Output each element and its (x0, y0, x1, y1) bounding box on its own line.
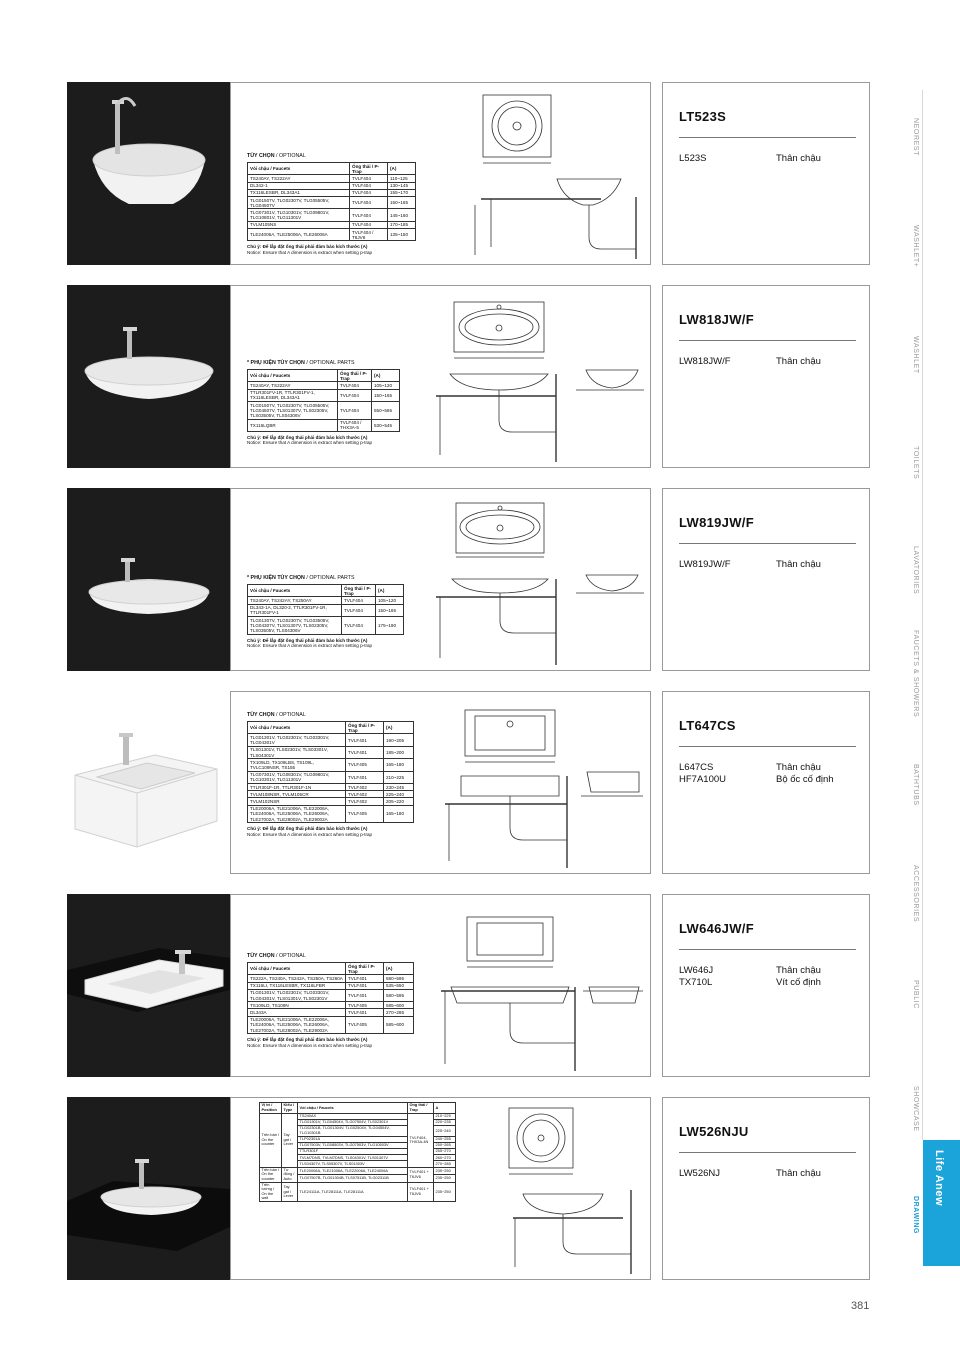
table-row: TLG01301V, TLG02301V, TLG03301V, TLG04301V, TLS01301V, TLS02301V TVLF401 580~595 (248, 989, 414, 1001)
technical-drawing-panel (230, 488, 651, 671)
optional-title: TÙY CHỌN / OPTIONAL (247, 953, 306, 959)
side-nav-bathtubs[interactable]: BATHTUBS (912, 764, 919, 806)
side-nav-showcase[interactable]: SHOWCASE (912, 1086, 919, 1132)
optional-title: * PHỤ KIỆN TÙY CHỌN / OPTIONAL PARTS (247, 360, 355, 366)
table-row: TX116LI, TX116LESBR, TX116LFBR TVLF401 535~550 (248, 982, 414, 989)
optional-table: Vòi chậu / Faucets Ống thải / P-Trap (A) TLG01301V, TLG02301V, TLG03301V, TLG04301V TVLF401 190~205 TLS01301V, TLS02301V, TLS03301V, TLS04301V TVLF401 185~200 TX109LD, TX109LBS, TS109L, TVLC109NSR, TS155 TVLF405 165~180 TLG07301V, TLG08301V, TLG09801V, TLG10301V, TLG11301V TVLF401 210~225 TTLR301F-1R, TTLR301F-1N TVLF402 230~245 TVLM108NSR, TVLM105CR TVLF402 225~240 TVLM102NSR TVLF402 205~220 TLE20006A, TLE21006A, TLE22006A, TLE24006A, TLE25006A, TLE26006A, TLE27002A, TLE28002A, TLE29002A TVLF405 165~180 (247, 721, 414, 823)
table-row: TX116LQBR TVLF404 / THX3A-5 530~545 (248, 419, 400, 431)
table-row: TLE24006A, TLE25006A, TLE26006A TVLF404 / T6JV6 135~150 (248, 229, 416, 241)
optional-table: Vòi chậu / Faucets Ống thải / P-Trap (A) TS222A, TS240A, TS242A, TS250A, TS260A TVLF401 580~595 TX116LI, TX116LESBR, TX116LFBR TVLF401 535~550 TLG01301V, TLG02301V, TLG03301V, TLG04301V, TLS01301V, TLS02301V TVLF401 580~595 TS109LD, TS109N TVLF405 585~600 DL343A TVLF401 270~285 TLE20006A, TLE21006A, TLE22006A, TLE24006A, TLE25006A, TLE26006A, TLE27002A, TLE28002A, TLE29002A TVLF405 585~600 (247, 962, 414, 1034)
table-row: TLG07301V, TLG10301V, TLG09801V, TLG10801V, TLG11301V TVLF404 145~160 (248, 209, 416, 221)
side-nav-drawing[interactable]: DRAWING (912, 1196, 919, 1235)
table-row: TTLR301FV-1R, TTLR301FV-1, TX116LESBR, DL343A1 TVLF404 150~165 (248, 389, 400, 401)
parts-list-item: LW818JW/F Thân chậu (679, 356, 821, 367)
table-row: Trên bàn / On the counter Tự động / Auto TLE20006A, TLE21006A, TLE22006A, TLE24006A TVLF401 + T6JV6 235~250 (260, 1167, 456, 1175)
table-row: TVLM102NSR TVLF402 205~220 (248, 798, 414, 805)
installation-note: Chú ý: Để lắp đặt ống thải phải đảm bảo kích thước (A) Notice: Ensure that A dimension is extract when setting p-trap (247, 637, 373, 649)
optional-faucets-block (247, 953, 414, 1048)
optional-faucets-block (247, 575, 404, 648)
optional-faucets-block (247, 360, 400, 446)
parts-list-item: L523S Thân chậu (679, 153, 821, 164)
parts-list (679, 153, 821, 165)
product-photo (67, 488, 230, 671)
model-divider (679, 340, 856, 341)
parts-list-item: LW646J Thân chậu (679, 965, 821, 976)
model-title: LT523S (679, 109, 727, 124)
side-nav-accessories[interactable]: ACCESSORIES (912, 865, 919, 923)
brand-tab-label: Life Anew (933, 1150, 945, 1207)
product-info-panel (662, 894, 870, 1077)
side-nav-toilets[interactable]: TOILETS (912, 446, 919, 480)
table-row: TVLM7DNS, TVLM7DNS, TLS04301V, TLS01307V 260~270 (260, 1155, 456, 1161)
table-row: TLG01507V, TLG02307V, TLG05505V, TLG04507V TVLF404 150~165 (248, 197, 416, 209)
product-photo (67, 691, 230, 874)
optional-faucets-block (247, 153, 416, 255)
parts-list-item: HF7A100U Bộ ốc cố định (679, 774, 834, 785)
technical-drawing-panel (230, 82, 651, 265)
table-row: TLS01301V, TLS02301V, TLS03301V, TLS04301V TVLF401 185~200 (248, 746, 414, 758)
product-row-lt523s (67, 82, 870, 265)
model-divider (679, 543, 856, 544)
installation-note: Chú ý: Để lắp đặt ống thải phải đảm bảo kích thước (A) Notice: Ensure that A dimension is extract when setting p-trap (247, 1037, 373, 1048)
washbasin-photo-icon (67, 1097, 230, 1280)
side-nav-divider (922, 90, 923, 1140)
installation-note: Chú ý: Để lắp đặt ống thải phải đảm bảo kích thước (A) Notice: Ensure that A dimension is extract when setting p-trap (247, 826, 373, 837)
washbasin-photo-icon (67, 285, 230, 468)
parts-list-item: L647CS Thân chậu (679, 762, 821, 773)
table-row: TLP02301A 240~255 (260, 1136, 456, 1142)
installation-note: Chú ý: Để lắp đặt ống thải phải đảm bảo kích thước (A) Notice: Ensure that A dimension is extract when setting p-trap (247, 244, 373, 255)
table-row: TLS04307V, TLS05307V, TLS01303V 270~285 (260, 1161, 456, 1167)
table-row: Trên bàn / On the counter Tay gạt / Lever TS240AX TVLF404, THX3A-4N 210~225 (260, 1113, 456, 1119)
optional-table: Vòi chậu / Faucets Ống thải / P-Trap (A) TS240AY, TS222AY TVLF404 110~125 DL342-1 TVLF404 130~145 TX116LESBR, DL343A1 TVLF404 155~170 TLG01507V, TLG02307V, TLG05505V, TLG04507V TVLF404 150~165 TLG07301V, TLG10301V, TLG09801V, TLG10801V, TLG11301V TVLF404 145~160 TVLM105NS TVLF404 170~185 TLE24006A, TLE25006A, TLE26006A TVLF404 / T6JV6 135~150 (247, 162, 416, 241)
dimension-drawing (461, 87, 646, 262)
table-row: DL343A TVLF401 270~285 (248, 1009, 414, 1016)
dimension-drawing (431, 696, 646, 871)
product-photo (67, 894, 230, 1077)
dimension-drawing (426, 290, 648, 465)
table-row: DL342-1 TVLF404 130~145 (248, 182, 416, 189)
table-row: TX116LESBR, DL343A1 TVLF404 155~170 (248, 189, 416, 196)
product-row-lw526nju (67, 1097, 870, 1280)
optional-title: * PHỤ KIỆN TÙY CHỌN / OPTIONAL PARTS (247, 575, 355, 581)
optional-faucets-block (259, 1102, 456, 1202)
model-divider (679, 137, 856, 138)
parts-list (679, 762, 834, 786)
product-row-lw818jw (67, 285, 870, 468)
parts-list (679, 1168, 821, 1180)
table-row: TLG02301B, TLG01304V, TLG02504V, TLG04504V, TLG10301B 225~240 (260, 1125, 456, 1136)
side-nav-washlet-plus[interactable]: WASHLET+ (912, 225, 919, 268)
parts-list-item: LW819JW/F Thân chậu (679, 559, 821, 570)
washbasin-photo-icon (67, 488, 230, 671)
parts-list (679, 965, 821, 989)
dimension-drawing (426, 493, 648, 668)
optional-table: Vị trí / Position Kiểu / Type Vòi chậu / Faucets Ống thải / Trap A Trên bàn / On the counter Tay gạt / Lever TS240AX TVLF404, THX3A-4N 210~225 TLG01301V, TLG04504V, TLG07504V, TLS02301V 220~235 TLG02301B, TLG01304V, TLG02504V, TLG04504V, TLG10301B 225~240 TLP02301A 240~255 TLG07503V, TLG08503V, TLG07503V, TLG10503V 250~265 TTLR301F 255~270 TVLM7DNS, TVLM7DNS, TLS04301V, TLS01307V 260~270 TLS04307V, TLS05307V, TLS01303V 270~285 Trên bàn / On the counter Tự động / Auto TLE20006A, TLE21006A, TLE22006A, TLE24006A TVLF401 + T6JV6 235~250 TLG07507B, TLG01304B, TLS07511B, TLG02311B 235~250 Trên tường / On the wall Tay gạt / Lever TLE24111A, TLE28111A, TLE28111A TVLF401 + T6JV6 235~250 (259, 1102, 456, 1202)
model-title: LW646JW/F (679, 921, 754, 936)
parts-list (679, 559, 821, 571)
product-info-panel (662, 488, 870, 671)
side-nav-washlet[interactable]: WASHLET (912, 336, 919, 374)
installation-note: Chú ý: Để lắp đặt ống thải phải đảm bảo kích thước (A) Notice: Ensure that A dimension is extract when setting p-trap (247, 435, 373, 446)
washbasin-photo-icon (67, 82, 230, 265)
page-number: 381 (851, 1300, 870, 1312)
table-row: TS240AY, TS222AY TVLF404 105~120 (248, 382, 400, 389)
table-row: TVLM105NS TVLF404 170~185 (248, 221, 416, 228)
product-row-lw646jw (67, 894, 870, 1077)
model-title: LW526NJU (679, 1124, 749, 1139)
dimension-drawing (493, 1102, 648, 1277)
table-row: TLG01301V, TLG02301V, TLG03301V, TLG04301V TVLF401 190~205 (248, 734, 414, 746)
dimension-drawing (431, 899, 646, 1074)
table-row: TS240AY, TS242AY, TS250AY TVLF404 105~120 (248, 597, 404, 604)
table-row: TLG07507B, TLG01304B, TLS07511B, TLG02311B 235~250 (260, 1175, 456, 1183)
technical-drawing-panel (230, 285, 651, 468)
table-row: TS240AY, TS222AY TVLF404 110~125 (248, 175, 416, 182)
parts-list-item: LW526NJ Thân chậu (679, 1168, 821, 1179)
optional-faucets-block (247, 712, 414, 837)
side-nav-public[interactable]: PUBLIC (912, 980, 919, 1009)
product-info-panel (662, 285, 870, 468)
table-row: TLE20006A, TLE21006A, TLE22006A, TLE24006A, TLE25006A, TLE26006A, TLE27002A, TLE28002A, TLE29002A TVLF405 165~180 (248, 805, 414, 823)
product-photo (67, 82, 230, 265)
brand-tab (923, 1140, 960, 1266)
technical-drawing-panel (230, 691, 651, 874)
product-row-lt647cs (67, 691, 870, 874)
model-divider (679, 1152, 856, 1153)
model-divider (679, 949, 856, 950)
model-title: LW819JW/F (679, 515, 754, 530)
table-row: TLG07301V, TLG08301V, TLG09801V, TLG10301V, TLG11301V TVLF401 210~225 (248, 771, 414, 783)
technical-drawing-panel (230, 894, 651, 1077)
table-row: TTLR301F 255~270 (260, 1148, 456, 1154)
side-nav-lavatories[interactable]: LAVATORIES (912, 546, 919, 595)
technical-drawing-panel (230, 1097, 651, 1280)
optional-table: Vòi chậu / Faucets Ống thải / P-Trap (A) TS240AY, TS222AY TVLF404 105~120 TTLR301FV-1R, TTLR301FV-1, TX116LESBR, DL343A1 TVLF404 150~165 TLG01507V, TLG02307V, TLG05505V, TLG04507V, TLS01307V, TLS02305V, TLS03505V, TLS04306V TVLF404 550~565 TX116LQBR TVLF404 / THX3A-5 530~545 (247, 369, 400, 432)
table-row: TTLR301F-1R, TTLR301F-1N TVLF402 230~245 (248, 784, 414, 791)
table-row: DL343-1A, DL320-2, TTLR301FV-1R, TTLR301FV-1 TVLF404 150~165 (248, 604, 404, 616)
table-row: TVLM108NSR, TVLM105CR TVLF402 225~240 (248, 791, 414, 798)
side-nav-neorest[interactable]: NEOREST (912, 118, 919, 157)
optional-table: Vòi chậu / Faucets Ống thải / P-Trap (A) TS240AY, TS242AY, TS250AY TVLF404 105~120 DL343-1A, DL320-2, TTLR301FV-1R, TTLR301FV-1 TVLF404 150~165 TLG01307V, TLG02307V, TLG03505V, TLG04307V, TLS01307V, TLS02305V, TLS03505V, TLS04306V TVLF404 175~190 (247, 584, 404, 635)
optional-title: TÙY CHỌN / OPTIONAL (247, 153, 306, 159)
product-photo (67, 285, 230, 468)
optional-title: TÙY CHỌN / OPTIONAL (247, 712, 306, 718)
table-row: TLG01507V, TLG02307V, TLG05505V, TLG04507V, TLS01307V, TLS02305V, TLS03505V, TLS04306V TVLF404 550~565 (248, 402, 400, 420)
table-row: TLG07503V, TLG08503V, TLG07503V, TLG10503V 250~265 (260, 1142, 456, 1148)
table-row: TLG01307V, TLG02307V, TLG03505V, TLG04307V, TLS01307V, TLS02305V, TLS03505V, TLS04306V TVLF404 175~190 (248, 617, 404, 635)
product-info-panel (662, 82, 870, 265)
side-nav-faucets-showers[interactable]: FAUCETS & SHOWERS (912, 630, 919, 718)
product-info-panel (662, 1097, 870, 1280)
table-row: Trên tường / On the wall Tay gạt / Lever TLE24111A, TLE28111A, TLE28111A TVLF401 + T6JV6 235~250 (260, 1182, 456, 1201)
model-title: LW818JW/F (679, 312, 754, 327)
parts-list-item: TX710L Vít cố định (679, 977, 821, 988)
model-divider (679, 746, 856, 747)
product-photo (67, 1097, 230, 1280)
product-row-lw819jw (67, 488, 870, 671)
table-row: TX109LD, TX109LBS, TS109L, TVLC109NSR, TS155 TVLF405 165~180 (248, 759, 414, 771)
parts-list (679, 356, 821, 368)
table-row: TLG01301V, TLG04504V, TLG07504V, TLS02301V 220~235 (260, 1119, 456, 1125)
table-row: TS222A, TS240A, TS242A, TS250A, TS260A TVLF401 580~595 (248, 975, 414, 982)
table-row: TLE20006A, TLE21006A, TLE22006A, TLE24006A, TLE25006A, TLE26006A, TLE27002A, TLE28002A, TLE29002A TVLF405 585~600 (248, 1016, 414, 1034)
product-info-panel (662, 691, 870, 874)
washbasin-photo-icon (67, 894, 230, 1077)
washbasin-photo-icon (67, 691, 230, 874)
table-row: TS109LD, TS109N TVLF405 585~600 (248, 1002, 414, 1009)
model-title: LT647CS (679, 718, 736, 733)
